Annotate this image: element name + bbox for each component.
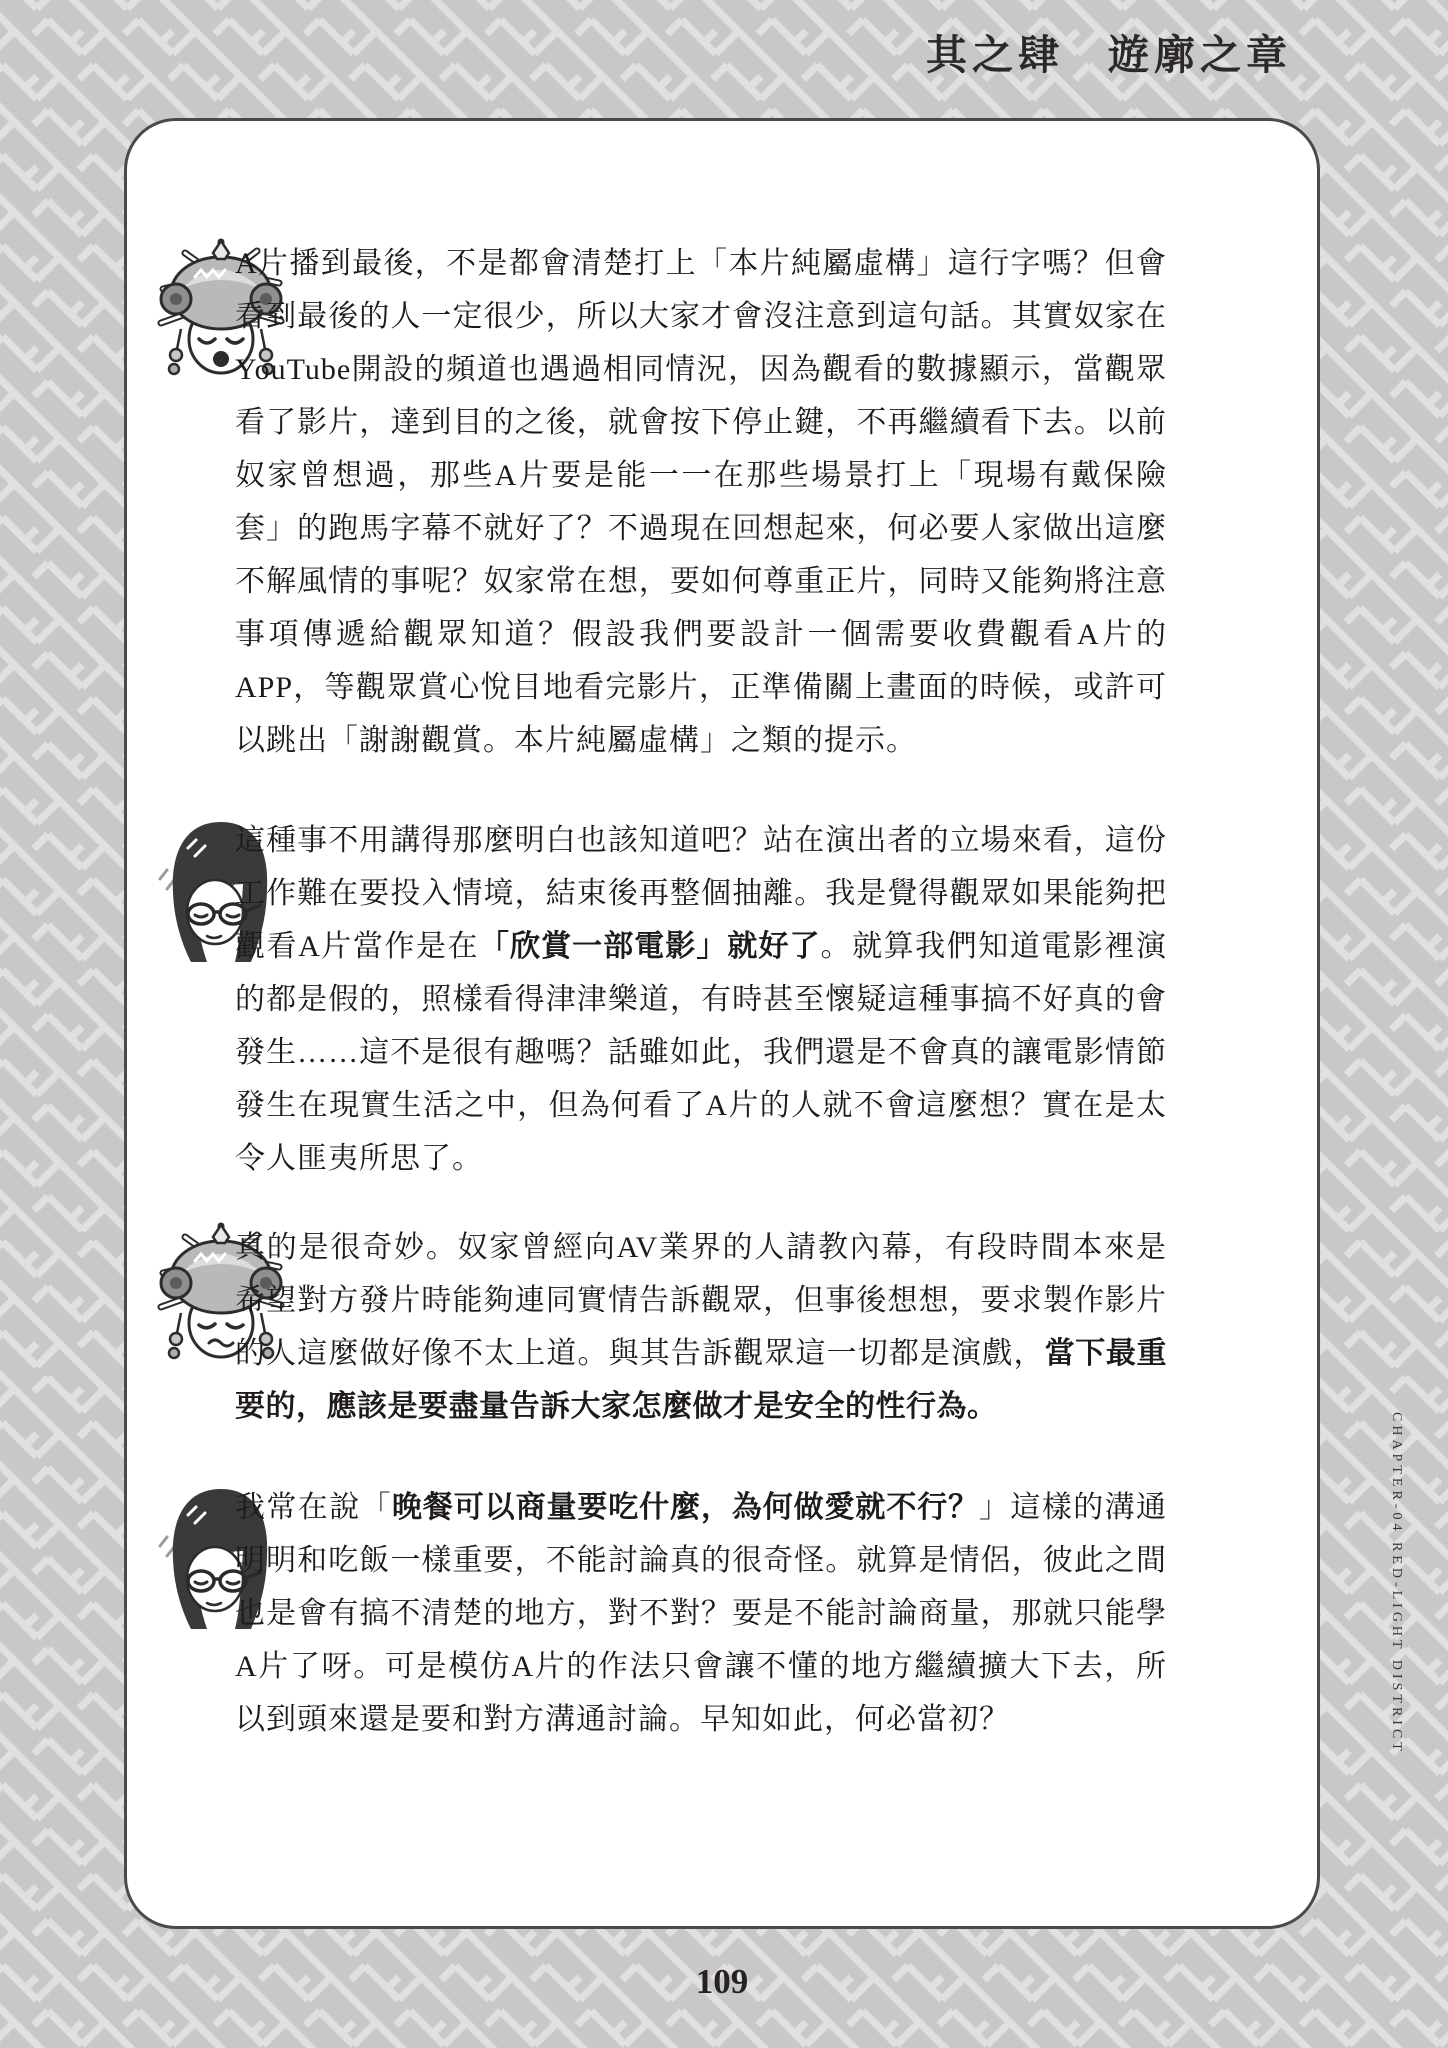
dialogue-text-run: 真的是很奇妙。奴家曾經向AV業界的人請教內幕，有段時間本來是希望對方發片時能夠連同實情告訴觀眾，但事後想想，要求製作影片的人這麼做好像不太上道。與其告訴觀眾這一切都是演戲， bbox=[235, 1231, 1167, 1370]
dialogue-text bbox=[235, 814, 1167, 1185]
side-chapter-label: CHAPTER-04 RED-LIGHT DISTRICT bbox=[1389, 1412, 1404, 1755]
dialogue-text-run: 」這樣的溝通明明和吃飯一樣重要，不能討論真的很奇怪。就算是情侶，彼此之間也是會有搞不清楚的地方，對不對？要是不能討論商量，那就只能學A片了呀。可是模仿A片的作法只會讓不懂的地方繼續擴大下去，所以到頭來還是要和對方溝通討論。早知如此，何必當初？ bbox=[235, 1491, 1168, 1736]
chapter-number-label: 其之肆 bbox=[926, 32, 1064, 78]
dialogue-bold-run: 「欣賞一部電影」就好了 bbox=[479, 930, 821, 963]
dialogue-text bbox=[235, 1481, 1167, 1746]
dialogue-text-run: 。就算我們知道電影裡演的都是假的，照樣看得津津樂道，有時甚至懷疑這種事搞不好真的會發生……這不是很有趣嗎？話雖如此，我們還是不會真的讓電影情節發生在現實生活之中，但為何看了A片的人就不會這麼想？實在是太令人匪夷所思了。 bbox=[235, 930, 1168, 1175]
dialogue-bold-run: 當下最重要的，應該是要盡量告訴大家怎麼做才是安全的性行為。 bbox=[235, 1337, 1168, 1423]
chapter-title-label: 遊廓之章 bbox=[1108, 32, 1292, 78]
chapter-header bbox=[0, 22, 1292, 81]
dialogue-text bbox=[235, 1221, 1167, 1433]
dialogue-text-run: 這種事不用講得那麼明白也該知道吧？站在演出者的立場來看，這份工作難在要投入情境，結束後再整個抽離。我是覺得觀眾如果能夠把觀看A片當作是在 bbox=[235, 824, 1167, 963]
dialogue-bold-run: 晚餐可以商量要吃什麼，為何做愛就不行？ bbox=[391, 1491, 980, 1524]
content-card bbox=[124, 118, 1320, 1929]
dialogue-text bbox=[235, 237, 1167, 767]
dialogue-text-run: 我常在說「 bbox=[235, 1491, 392, 1524]
dialogue-text-run: A片播到最後，不是都會清楚打上「本片純屬虛構」這行字嗎？但會看到最後的人一定很少，所以大家才會沒注意到這句話。其實奴家在YouTube開設的頻道也遇過相同情況，因為觀看的數據顯示，當觀眾看了影片，達到目的之後，就會按下停止鍵，不再繼續看下去。以前奴家曾想過，那些A片要是能一一在那些場景打上「現場有戴保險套」的跑馬字幕不就好了？不過現在回想起來，何必要人家做出這麼不解風情的事呢？奴家常在想，要如何尊重正片，同時又能夠將注意事項傳遞給觀眾知道？假設我們要設計一個需要收費觀看A片的APP，等觀眾賞心悅目地看完影片，正準備關上畫面的時候，或許可以跳出「謝謝觀賞。本片純屬虛構」之類的提示。 bbox=[235, 247, 1167, 757]
page-number: 109 bbox=[695, 1962, 749, 2001]
